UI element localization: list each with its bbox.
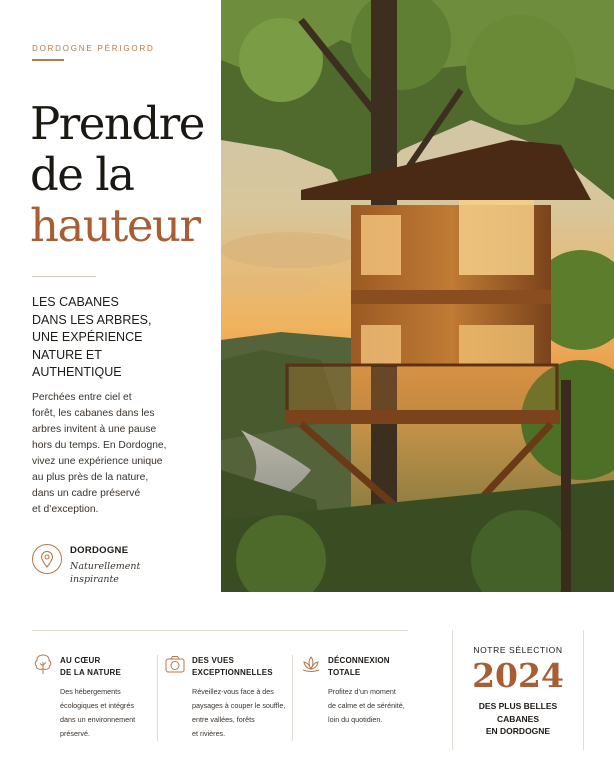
selection-desc-line: EN DORDOGNE [485,726,551,736]
feature-desc-line: de calme et de sérénité, [328,701,405,710]
body-line: Perchées entre ciel et [32,392,132,403]
body-line: forêt, les cabanes dans les [32,408,155,419]
feature-divider [292,655,293,741]
subtitle-line: DANS LES ARBRES, [32,312,152,327]
tagline-line: Naturellement [70,561,141,572]
tree-icon [32,653,54,675]
title-divider [32,276,96,277]
selection-desc-line: CABANES [496,713,540,724]
subtitle-line: UNE EXPÉRIENCE [32,330,143,344]
body-line: au plus près de la nature, [32,472,149,483]
feature-title-line: EXCEPTIONNELLES [192,667,273,677]
feature-description [60,685,135,741]
feature-divider [157,655,158,741]
location-pin-icon [32,544,62,574]
selection-year: 2024 [472,656,564,695]
feature-title-line: DÉCONNEXION [328,656,390,665]
location-title: DORDOGNE [70,545,129,556]
body-line: et d’exception. [32,504,99,515]
title-line-2: de la [30,148,134,201]
feature-desc-line: Profitez d’un moment [328,687,396,696]
tagline-line: inspirante [70,574,119,585]
body-line: arbres invitent à une pause [32,424,157,435]
feature-desc-line: préservé. [60,729,90,738]
body-line: dans un cadre préservé [32,488,141,499]
feature-description [192,685,285,741]
subtitle-line: LES CABANES [32,295,119,309]
feature-title [192,655,273,678]
subtitle [32,294,212,382]
feature-title [328,655,390,678]
treehouse-photo [221,0,614,592]
selection-box [452,630,584,750]
feature-desc-line: Des hébergements [60,687,121,696]
feature-title [60,655,121,678]
feature-desc-line: et rivières. [192,729,226,738]
subtitle-line: AUTHENTIQUE [32,365,122,379]
feature-title-line: DES VUES [192,656,235,665]
camera-icon [164,653,186,675]
intro-paragraph [32,390,222,518]
selection-label: NOTRE SÉLECTION [473,645,563,655]
eyebrow-label: DORDOGNE PÉRIGORD [32,44,155,53]
selection-desc-line: DES PLUS BELLES [478,701,558,711]
feature-desc-line: écologiques et intégrés [60,701,134,710]
subtitle-line: NATURE ET [32,347,102,362]
feature-desc-line: entre vallées, forêts [192,715,255,724]
feature-desc-line: paysages à couper le souffle, [192,701,286,710]
feature-desc-line: Réveillez-vous face à des [192,687,274,696]
feature-title-line: TOTALE [328,667,361,677]
eyebrow-divider [32,59,64,61]
lotus-icon [300,653,322,675]
title-line-1: Prendre [30,97,204,150]
body-line: vivez une expérience unique [32,456,163,467]
feature-description [328,685,405,727]
location-tagline [70,560,140,586]
feature-desc-line: loin du quotidien. [328,715,383,724]
bottom-divider [32,630,408,631]
feature-title-line: AU CŒUR [60,656,101,665]
title-line-3: hauteur [30,199,200,252]
selection-description [453,700,583,738]
body-line: hors du temps. En Dordogne, [32,440,167,451]
feature-title-line: DE LA NATURE [60,667,122,677]
feature-desc-line: dans un environnement [60,715,136,724]
page-title [30,98,204,251]
